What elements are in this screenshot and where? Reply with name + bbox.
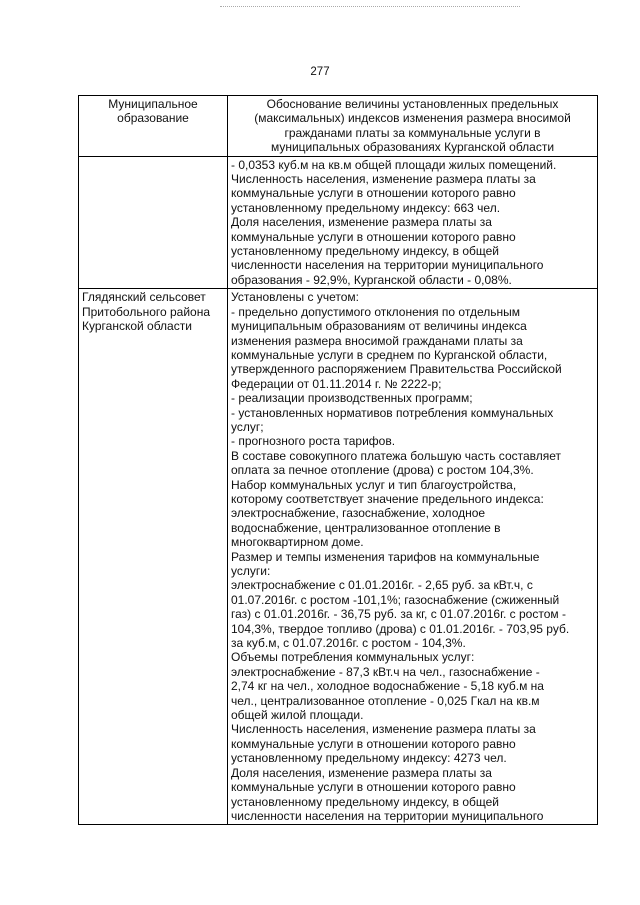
text-line: В составе совокупного платежа большую часть составляет <box>231 448 562 463</box>
header-municipality-line: образование <box>117 111 189 126</box>
justification-cell <box>228 156 598 289</box>
text-line: Объемы потребления коммунальных услуг: <box>231 650 475 665</box>
text-line: электроснабжение - 87,3 кВт.ч на чел., газоснабжение - <box>231 664 540 679</box>
text-line: за куб.м, с 01.07.2016г. с ростом - 104,3%. <box>231 636 466 651</box>
text-line: утвержденного распоряжением Правительства Российской <box>231 362 562 377</box>
text-line: коммунальные услуги в среднем по Курганской области, <box>231 347 548 362</box>
text-line: образования - 92,9%, Курганской области - 0,08%. <box>231 272 512 287</box>
text-line: которому соответствует значение предельного индекса: <box>231 491 544 506</box>
text-line: услуг; <box>231 419 264 434</box>
header-justification-line: Обоснование величины установленных предельных <box>266 97 559 111</box>
header-municipality <box>79 96 228 157</box>
text-line: коммунальные услуги в отношении которого равно <box>231 736 516 751</box>
table-row-continued <box>79 156 598 289</box>
text-line: установленному предельному индексу, в общей <box>231 244 499 259</box>
page-number: 277 <box>310 66 330 78</box>
header-justification <box>228 96 598 157</box>
text-line: установленному предельному индексу: 663 чел. <box>231 200 501 215</box>
text-line: коммунальные услуги в отношении которого равно <box>231 229 516 244</box>
text-line: услуги: <box>231 564 271 578</box>
text-line: чел., централизованное отопление - 0,025 Гкал на кв.м <box>231 693 540 708</box>
text-line: Численность населения, изменение размера платы за <box>231 722 536 737</box>
text-line: многоквартирном доме. <box>231 535 364 550</box>
text-line: муниципальным образованиям от величины индекса <box>231 319 527 334</box>
municipality-cell <box>79 289 228 825</box>
text-line: - реализации производственных программ; <box>231 391 473 406</box>
text-line: Доля населения, изменение размера платы за <box>231 215 492 230</box>
text-line: водоснабжение, централизованное отопление в <box>231 520 501 535</box>
text-line: газ) с 01.01.2016г. - 36,75 руб. за кг, с 01.07.2016г. с ростом - <box>231 607 566 622</box>
text-line: Установлены с учетом: <box>231 290 359 305</box>
text-line: - 0,0353 куб.м на кв.м общей площади жилых помещений. <box>231 157 557 172</box>
text-line: оплата за печное отопление (дрова) с ростом 104,3%. <box>231 463 534 478</box>
table-row-gladyansky <box>79 289 598 825</box>
text-line: численности населения на территории муниципального <box>231 808 544 823</box>
text-line: изменения размера вносимой гражданами платы за <box>231 333 523 348</box>
text-line: установленному предельному индексу, в общей <box>231 794 499 809</box>
text-line: коммунальные услуги в отношении которого равно <box>231 780 516 795</box>
text-line: Набор коммунальных услуг и тип благоустройства, <box>231 477 517 492</box>
text-line: - прогнозного роста тарифов. <box>231 434 396 449</box>
table-header-row <box>79 96 598 157</box>
header-justification-line: гражданами платы за коммунальные услуги в <box>284 125 541 140</box>
text-line: коммунальные услуги в отношении которого равно <box>231 186 516 201</box>
text-line: численности населения на территории муниципального <box>231 258 544 273</box>
text-line: общей жилой площади. <box>231 708 364 723</box>
text-line: электроснабжение, газоснабжение, холодное <box>231 506 486 521</box>
text-line: установленному предельному индексу: 4273 чел. <box>231 751 507 766</box>
justification-table <box>78 95 598 825</box>
municipality-cell-empty <box>79 156 228 289</box>
text-line: - установленных нормативов потребления коммунальных <box>231 405 554 420</box>
text-line: 104,3%, твердое топливо (дрова) с 01.01.2016г. - 703,95 руб. <box>231 621 570 636</box>
justification-cell <box>228 289 598 825</box>
text-line: электроснабжение с 01.01.2016г. - 2,65 руб. за кВт.ч, с <box>231 578 533 593</box>
text-line: - предельно допустимого отклонения по отдельным <box>231 304 520 319</box>
text-line: 2,74 кг на чел., холодное водоснабжение - 5,18 куб.м на <box>231 679 544 694</box>
text-line: Размер и темпы изменения тарифов на коммунальные <box>231 549 540 564</box>
header-justification-line: (максимальных) индексов изменения размера вносимой <box>254 111 571 126</box>
header-justification-line: муниципальных образованиях Курганской области <box>270 140 555 155</box>
municipality-line: Притобольного района <box>82 304 211 319</box>
text-line: 01.07.2016г. с ростом -101,1%; газоснабжение (сжиженный <box>231 592 560 607</box>
municipality-line: Курганской области <box>82 319 192 334</box>
text-line: Численность населения, изменение размера платы за <box>231 172 536 187</box>
text-line: Доля населения, изменение размера платы за <box>231 765 492 780</box>
municipality-line: Глядянский сельсовет <box>82 290 206 305</box>
header-municipality-line: Муниципальное <box>108 97 198 111</box>
text-line: Федерации от 01.11.2014 г. № 2222-р; <box>231 376 442 391</box>
scan-artifact-line <box>220 6 520 8</box>
